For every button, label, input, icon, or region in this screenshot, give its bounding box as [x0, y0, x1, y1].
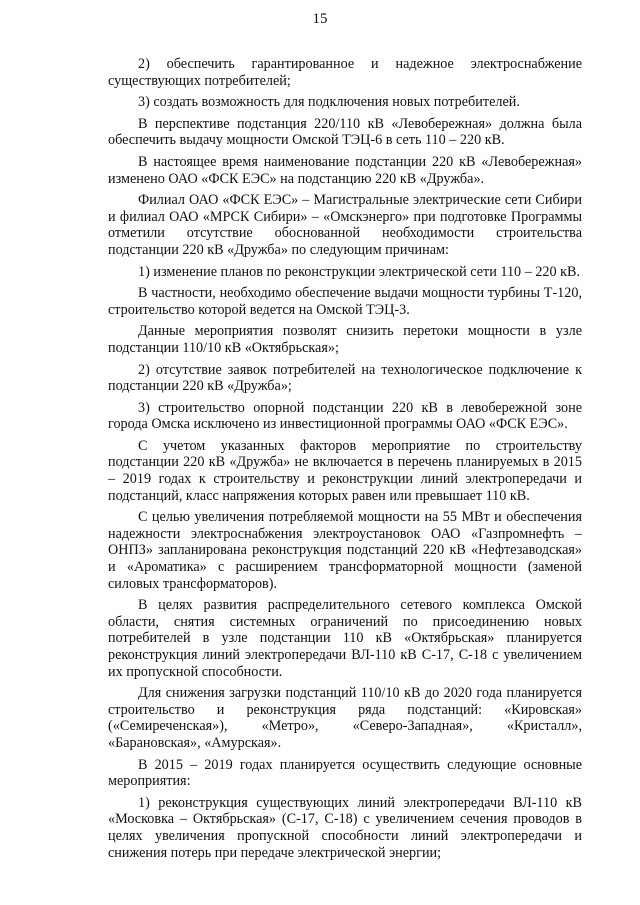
- paragraph: С целью увеличения потребляемой мощности на 55 МВт и обеспечения надежности электроснабжения электроустановок ОАО «Газпромнефть – ОНПЗ» запланирована реконструкция подстанций 220 кВ «Нефтезаводская» и «Ароматика» с расширением трансформаторной мощности (заменой силовых трансформаторов).: [108, 509, 582, 592]
- paragraph: В 2015 – 2019 годах планируется осуществить следующие основные мероприятия:: [108, 756, 582, 790]
- paragraph: 2) обеспечить гарантированное и надежное электроснабжение существующих потребителей;: [108, 56, 582, 89]
- paragraph: Для снижения загрузки подстанций 110/10 кВ до 2020 года планируется строительство и реконструкция ряда подстанций: «Кировская» («Семиреченская»), «Метро», «Северо-Западная», «Кристалл», «Барановская», «Амурская».: [108, 685, 582, 751]
- paragraph: Данные мероприятия позволят снизить перетоки мощности в узле подстанции 110/10 кВ «Октябрьская»;: [108, 323, 582, 356]
- paragraph: 3) строительство опорной подстанции 220 кВ в левобережной зоне города Омска исключено из инвестиционной программы ОАО «ФСК ЕЭС».: [108, 399, 582, 433]
- paragraph: В перспективе подстанция 220/110 кВ «Левобережная» должна была обеспечить выдачу мощности Омской ТЭЦ-6 в сеть 110 – 220 кВ.: [108, 115, 582, 149]
- paragraph: 1) изменение планов по реконструкции электрической сети 110 – 220 кВ.: [138, 263, 581, 280]
- paragraph: 2) отсутствие заявок потребителей на технологическое подключение к подстанции 220 кВ «Дружба»;: [108, 361, 582, 395]
- paragraph: В частности, необходимо обеспечение выдачи мощности турбины Т-120, строительство которой ведется на Омской ТЭЦ-3.: [108, 285, 582, 318]
- paragraph: 1) реконструкция существующих линий электропередачи ВЛ-110 кВ «Московка – Октябрьская» (С-17, С-18) с увеличением сечения проводов в целях увеличения пропускной способности линий электропередачи и снижения потерь при передаче электрической энергии;: [108, 794, 582, 861]
- page-number: 15: [312, 11, 328, 27]
- paragraph: Филиал ОАО «ФСК ЕЭС» – Магистральные электрические сети Сибири и филиал ОАО «МРСК Сибири» – «Омскэнерго» при подготовке Программы отметили отсутствие обоснованной необходимости строительства подстанции 220 кВ «Дружба» по следующим причинам:: [108, 192, 582, 258]
- paragraph: 3) создать возможность для подключения новых потребителей.: [138, 94, 520, 111]
- paragraph: В настоящее время наименование подстанции 220 кВ «Левобережная» изменено ОАО «ФСК ЕЭС» на подстанцию 220 кВ «Дружба».: [108, 153, 582, 187]
- paragraph: В целях развития распределительного сетевого комплекса Омской области, снятия системных ограничений по присоединению новых потребителей в узле подстанции 110 кВ «Октябрьская» планируется реконструкция линий электропередачи ВЛ-110 кВ С-17, С-18 с увеличением их пропускной способности.: [108, 597, 582, 680]
- paragraph: С учетом указанных факторов мероприятие по строительству подстанции 220 кВ «Дружба» не включается в перечень планируемых в 2015 – 2019 годах к строительству и реконструкции линий электропередачи и подстанций, класс напряжения которых равен или превышает 110 кВ.: [108, 437, 582, 504]
- document-body: [108, 56, 582, 866]
